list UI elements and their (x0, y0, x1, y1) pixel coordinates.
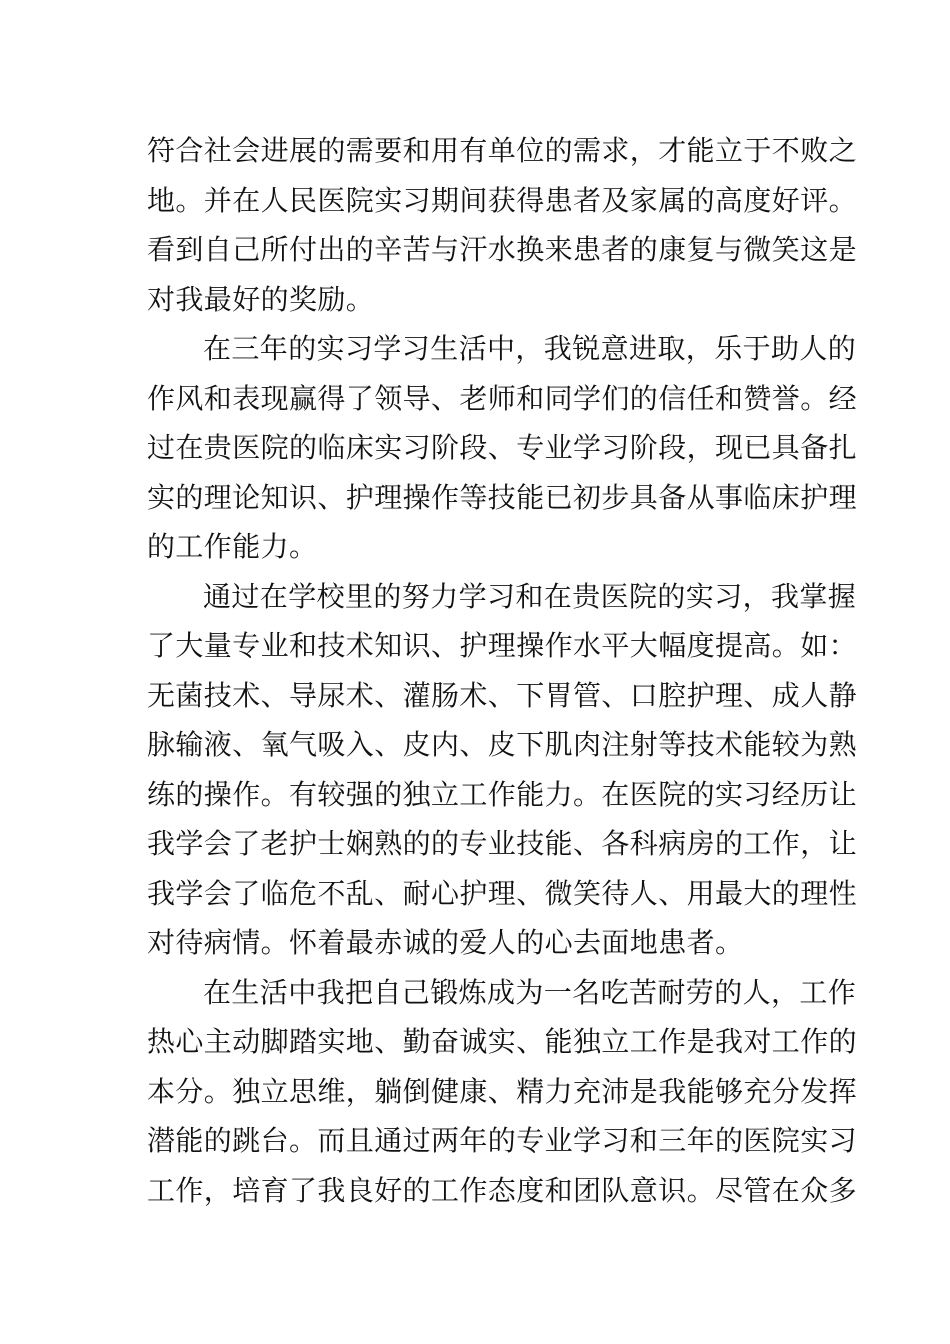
text-line: 我学会了老护士娴熟的的专业技能、各科病房的工作，让 (147, 827, 858, 860)
text-line: 工作，培育了我良好的工作态度和团队意识。尽管在众多 (147, 1173, 858, 1207)
paragraph-first-line: 在生活中我把自己锻炼成为一名吃苦耐劳的人，工作 (203, 975, 857, 1009)
text-line: 练的操作。有较强的独立工作能力。在医院的实习经历让 (147, 777, 858, 811)
paragraph-first-line: 通过在学校里的努力学习和在贵医院的实习，我掌握 (203, 579, 857, 613)
paragraph-first-line: 在三年的实习学习生活中，我锐意进取，乐于助人的 (203, 332, 857, 365)
text-line: 看到自己所付出的辛苦与汗水换来患者的康复与微笑这是 (147, 233, 858, 266)
text-line: 我学会了临危不乱、耐心护理、微笑待人、用最大的理性 (147, 876, 858, 910)
text-line: 实的理论知识、护理操作等技能已初步具备从事临床护理 (147, 480, 858, 514)
text-line: 符合社会进展的需要和用有单位的需求，才能立于不败之 (147, 134, 858, 167)
text-line: 的工作能力。 (147, 530, 318, 563)
text-line: 无菌技术、导尿术、灌肠术、下胃管、口腔护理、成人静 (147, 678, 858, 712)
text-line: 本分。独立思维，躺倒健康、精力充沛是我能够充分发挥 (147, 1074, 858, 1108)
text-line: 对待病情。怀着最赤诚的爱人的心去面地患者。 (147, 926, 744, 959)
text-line: 潜能的跳台。而且通过两年的专业学习和三年的医院实习 (147, 1124, 858, 1157)
text-line: 热心主动脚踏实地、勤奋诚实、能独立工作是我对工作的 (147, 1025, 858, 1058)
text-line: 作风和表现赢得了领导、老师和同学们的信任和赞誉。经 (147, 381, 858, 415)
text-line: 地。并在人民医院实习期间获得患者及家属的高度好评。 (147, 183, 858, 217)
text-line: 对我最好的奖励。 (147, 282, 375, 316)
text-line: 过在贵医院的临床实习阶段、专业学习阶段，现已具备扎 (147, 431, 858, 464)
text-line: 脉输液、氧气吸入、皮内、皮下肌肉注射等技术能较为熟 (147, 728, 858, 761)
text-line: 了大量专业和技术知识、护理操作水平大幅度提高。如： (147, 629, 858, 662)
document-body (147, 126, 858, 1215)
